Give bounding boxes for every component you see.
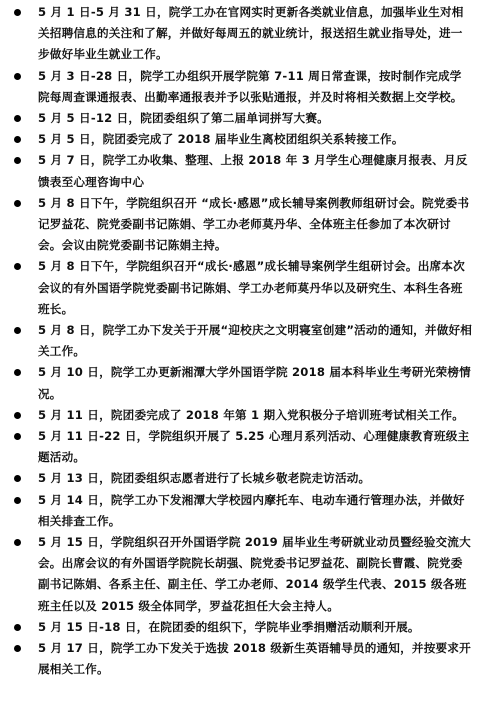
bullet-icon: [14, 475, 21, 482]
list-item: [0, 256, 481, 320]
list-item: [0, 362, 481, 404]
list-item: [0, 320, 481, 362]
list-item: [0, 193, 481, 257]
bullet-icon: [14, 327, 21, 334]
bullet-icon: [14, 369, 21, 376]
list-item: [0, 638, 481, 680]
bullet-icon: [14, 497, 21, 504]
list-item: [0, 405, 481, 426]
bullet-list: [0, 2, 481, 681]
bullet-icon: [14, 157, 21, 164]
entry-text: 5 月 5 日，院团委完成了 2018 届毕业生离校团组织关系转接工作。: [38, 132, 404, 147]
bullet-icon: [14, 115, 21, 122]
list-item: [0, 426, 481, 468]
entry-text: 5 月 10 日，院学工办更新湘潭大学外国语学院 2018 届本科毕业生考研光荣榜情况。: [38, 365, 471, 401]
entry-text: 5 月 7 日，院学工办收集、整理、上报 2018 年 3 月学生心理健康月报表、月反馈表至心理咨询中心: [38, 153, 468, 189]
entry-text: 5 月 17 日，院学工办下发关于选拔 2018 级新生英语辅导员的通知，并按要求开展相关工作。: [38, 641, 471, 677]
bullet-icon: [14, 539, 21, 546]
entry-text: 5 月 11 日，院团委完成了 2018 年第 1 期入党积极分子培训班考试相关工作。: [38, 407, 465, 422]
list-item: [0, 617, 481, 638]
entry-text: 5 月 5 日-12 日，院团委组织了第二届单词拼写大赛。: [38, 111, 329, 126]
entry-text: 5 月 15 日，学院组织召开外国语学院 2019 届毕业生考研就业动员暨经验交流大会。出席会议的有外国语学院院长胡强、院党委书记罗益花、副院长曹霞、院党委副书记陈娟、各系主任、副主任、学工办老师、2014 级学生代表、2015 级各班班主任以及 2015 级全体同学，罗益花担任大会主持人。: [38, 535, 471, 613]
list-item: [0, 532, 481, 617]
bullet-icon: [14, 645, 21, 652]
list-item: [0, 150, 481, 192]
bullet-icon: [14, 136, 21, 143]
entry-text: 5 月 3 日-28 日，院学工办组织开展学院第 7-11 周日常查课，按时制作完成学院每周查课通报表、出勤率通报表并予以张贴通报，并及时将相关数据上交学校。: [38, 68, 463, 104]
list-item: [0, 108, 481, 129]
entry-text: 5 月 13 日，院团委组织志愿者进行了长城乡敬老院走访活动。: [38, 471, 371, 486]
list-item: [0, 468, 481, 489]
bullet-icon: [14, 73, 21, 80]
entry-text: 5 月 15 日-18 日，在院团委的组织下，学院毕业季捐赠活动顺利开展。: [38, 619, 420, 634]
entry-text: 5 月 1 日-5 月 31 日，院学工办在官网实时更新各类就业信息，加强毕业生对相关招聘信息的关注和了解，并做好每周五的就业统计，报送招生就业指导处，进一步做好毕业生就业工作。: [38, 5, 464, 62]
bullet-icon: [14, 624, 21, 631]
list-item: [0, 129, 481, 150]
entry-text: 5 月 11 日-22 日，学院组织开展了 5.25 心理月系列活动、心理健康教育班级主题活动。: [38, 429, 470, 465]
entry-text: 5 月 8 日下午，学院组织召开 “成长·感恩”成长辅导案例教师组研讨会。院党委书记罗益花、院党委副书记陈娟、学工办老师莫丹华、全体班主任参加了本次研讨会。会议由院党委副书记陈娟主持。: [38, 195, 470, 253]
list-item: [0, 66, 481, 108]
entry-text: 5 月 8 日，院学工办下发关于开展“迎校庆之文明寝室创建”活动的通知，并做好相关工作。: [38, 323, 473, 359]
list-item: [0, 490, 481, 532]
bullet-icon: [14, 433, 21, 440]
list-item: [0, 2, 481, 66]
entry-text: 5 月 14 日，院学工办下发湘潭大学校园内摩托车、电动车通行管理办法，并做好相关排查工作。: [38, 492, 465, 528]
bullet-icon: [14, 200, 21, 207]
entry-text: 5 月 8 日下午，学院组织召开“成长·感恩”成长辅导案例学生组研讨会。出席本次会议的有外国语学院党委副书记陈娟、学工办老师莫丹华以及研究生、本科生各班班长。: [38, 259, 465, 316]
bullet-icon: [14, 412, 21, 419]
bullet-icon: [14, 9, 21, 16]
bullet-icon: [14, 263, 21, 270]
